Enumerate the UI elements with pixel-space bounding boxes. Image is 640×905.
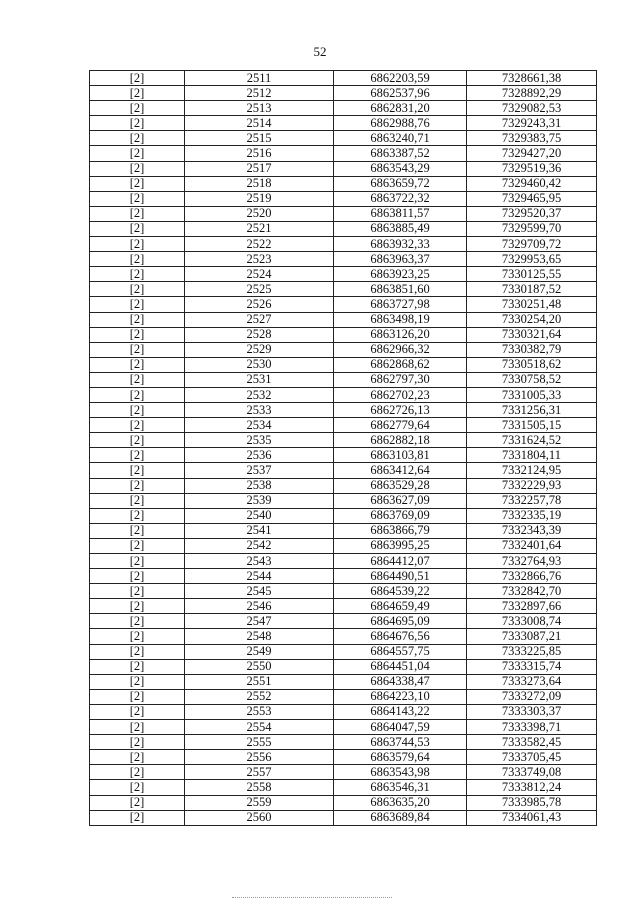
cell-y-coordinate: 7331804,11 <box>467 448 597 463</box>
table-row <box>90 629 597 644</box>
cell-x-coordinate: 6864412,07 <box>334 554 467 569</box>
cell-point-number: 2511 <box>185 71 334 86</box>
cell-reference: [2] <box>90 689 185 704</box>
cell-reference: [2] <box>90 448 185 463</box>
cell-reference: [2] <box>90 569 185 584</box>
cell-reference: [2] <box>90 659 185 674</box>
cell-y-coordinate: 7332257,78 <box>467 493 597 508</box>
table-row <box>90 221 597 236</box>
cell-reference: [2] <box>90 644 185 659</box>
cell-reference: [2] <box>90 523 185 538</box>
cell-y-coordinate: 7332343,39 <box>467 523 597 538</box>
cell-y-coordinate: 7328892,29 <box>467 86 597 101</box>
cell-point-number: 2518 <box>185 176 334 191</box>
cell-y-coordinate: 7330321,64 <box>467 327 597 342</box>
cell-reference: [2] <box>90 131 185 146</box>
cell-x-coordinate: 6863885,49 <box>334 221 467 236</box>
cell-reference: [2] <box>90 674 185 689</box>
cell-y-coordinate: 7333582,45 <box>467 735 597 750</box>
cell-point-number: 2554 <box>185 720 334 735</box>
cell-x-coordinate: 6863932,33 <box>334 237 467 252</box>
table-row <box>90 101 597 116</box>
table-row <box>90 644 597 659</box>
cell-x-coordinate: 6864659,49 <box>334 599 467 614</box>
cell-point-number: 2546 <box>185 599 334 614</box>
cell-point-number: 2547 <box>185 614 334 629</box>
cell-point-number: 2559 <box>185 795 334 810</box>
cell-y-coordinate: 7329709,72 <box>467 237 597 252</box>
table-row <box>90 116 597 131</box>
cell-reference: [2] <box>90 387 185 402</box>
cell-x-coordinate: 6863498,19 <box>334 312 467 327</box>
cell-y-coordinate: 7330518,62 <box>467 357 597 372</box>
cell-point-number: 2523 <box>185 252 334 267</box>
cell-y-coordinate: 7333008,74 <box>467 614 597 629</box>
table-row <box>90 161 597 176</box>
cell-point-number: 2539 <box>185 493 334 508</box>
cell-y-coordinate: 7333087,21 <box>467 629 597 644</box>
table-row <box>90 327 597 342</box>
cell-point-number: 2552 <box>185 689 334 704</box>
cell-y-coordinate: 7329520,37 <box>467 206 597 221</box>
cell-reference: [2] <box>90 357 185 372</box>
cell-x-coordinate: 6862203,59 <box>334 71 467 86</box>
table-row <box>90 659 597 674</box>
cell-reference: [2] <box>90 403 185 418</box>
cell-x-coordinate: 6864338,47 <box>334 674 467 689</box>
table-row <box>90 704 597 719</box>
page-number: 52 <box>313 44 327 59</box>
cell-x-coordinate: 6862868,62 <box>334 357 467 372</box>
cell-point-number: 2532 <box>185 387 334 402</box>
table-row <box>90 237 597 252</box>
cell-point-number: 2525 <box>185 282 334 297</box>
cell-point-number: 2543 <box>185 554 334 569</box>
table-row <box>90 780 597 795</box>
cell-x-coordinate: 6862797,30 <box>334 372 467 387</box>
cell-x-coordinate: 6863851,60 <box>334 282 467 297</box>
cell-point-number: 2537 <box>185 463 334 478</box>
cell-point-number: 2551 <box>185 674 334 689</box>
cell-x-coordinate: 6862702,23 <box>334 387 467 402</box>
cell-x-coordinate: 6862966,32 <box>334 342 467 357</box>
cell-y-coordinate: 7330251,48 <box>467 297 597 312</box>
cell-reference: [2] <box>90 795 185 810</box>
cell-y-coordinate: 7330254,20 <box>467 312 597 327</box>
cell-y-coordinate: 7330125,55 <box>467 267 597 282</box>
table-row <box>90 765 597 780</box>
table-row <box>90 810 597 825</box>
cell-reference: [2] <box>90 372 185 387</box>
cell-x-coordinate: 6863635,20 <box>334 795 467 810</box>
table-row <box>90 86 597 101</box>
table-row <box>90 372 597 387</box>
cell-reference: [2] <box>90 584 185 599</box>
cell-point-number: 2536 <box>185 448 334 463</box>
cell-reference: [2] <box>90 508 185 523</box>
cell-point-number: 2555 <box>185 735 334 750</box>
cell-y-coordinate: 7332764,93 <box>467 554 597 569</box>
cell-point-number: 2513 <box>185 101 334 116</box>
cell-x-coordinate: 6863126,20 <box>334 327 467 342</box>
table-row <box>90 508 597 523</box>
cell-point-number: 2512 <box>185 86 334 101</box>
cell-reference: [2] <box>90 312 185 327</box>
cell-point-number: 2556 <box>185 750 334 765</box>
cell-y-coordinate: 7333749,08 <box>467 765 597 780</box>
table-row <box>90 750 597 765</box>
cell-x-coordinate: 6863923,25 <box>334 267 467 282</box>
table-row <box>90 493 597 508</box>
table-row <box>90 342 597 357</box>
cell-x-coordinate: 6863727,98 <box>334 297 467 312</box>
cell-reference: [2] <box>90 191 185 206</box>
cell-reference: [2] <box>90 101 185 116</box>
cell-y-coordinate: 7334061,43 <box>467 810 597 825</box>
cell-point-number: 2538 <box>185 478 334 493</box>
table-row <box>90 131 597 146</box>
table-row <box>90 523 597 538</box>
cell-y-coordinate: 7333812,24 <box>467 780 597 795</box>
cell-x-coordinate: 6862882,18 <box>334 433 467 448</box>
cell-reference: [2] <box>90 206 185 221</box>
table-row <box>90 267 597 282</box>
cell-y-coordinate: 7329082,53 <box>467 101 597 116</box>
cell-reference: [2] <box>90 599 185 614</box>
cell-y-coordinate: 7329465,95 <box>467 191 597 206</box>
table-row <box>90 569 597 584</box>
cell-point-number: 2549 <box>185 644 334 659</box>
cell-point-number: 2520 <box>185 206 334 221</box>
cell-reference: [2] <box>90 267 185 282</box>
table-row <box>90 554 597 569</box>
cell-reference: [2] <box>90 810 185 825</box>
table-row <box>90 538 597 553</box>
cell-point-number: 2527 <box>185 312 334 327</box>
cell-x-coordinate: 6863866,79 <box>334 523 467 538</box>
cell-y-coordinate: 7332897,66 <box>467 599 597 614</box>
table-row <box>90 418 597 433</box>
cell-x-coordinate: 6863579,64 <box>334 750 467 765</box>
cell-y-coordinate: 7332842,70 <box>467 584 597 599</box>
cell-point-number: 2542 <box>185 538 334 553</box>
cell-y-coordinate: 7332401,64 <box>467 538 597 553</box>
cell-y-coordinate: 7331005,33 <box>467 387 597 402</box>
cell-point-number: 2529 <box>185 342 334 357</box>
table-row <box>90 297 597 312</box>
cell-reference: [2] <box>90 146 185 161</box>
cell-reference: [2] <box>90 735 185 750</box>
table-row <box>90 206 597 221</box>
cell-point-number: 2534 <box>185 418 334 433</box>
cell-reference: [2] <box>90 282 185 297</box>
cell-reference: [2] <box>90 704 185 719</box>
cell-y-coordinate: 7329519,36 <box>467 161 597 176</box>
cell-y-coordinate: 7333985,78 <box>467 795 597 810</box>
table-row <box>90 433 597 448</box>
table-row <box>90 599 597 614</box>
table-row <box>90 312 597 327</box>
cell-y-coordinate: 7333705,45 <box>467 750 597 765</box>
cell-x-coordinate: 6864047,59 <box>334 720 467 735</box>
cell-reference: [2] <box>90 629 185 644</box>
cell-point-number: 2541 <box>185 523 334 538</box>
cell-reference: [2] <box>90 765 185 780</box>
cell-reference: [2] <box>90 221 185 236</box>
cell-x-coordinate: 6863995,25 <box>334 538 467 553</box>
cell-point-number: 2533 <box>185 403 334 418</box>
cell-point-number: 2550 <box>185 659 334 674</box>
cell-x-coordinate: 6863543,98 <box>334 765 467 780</box>
table-row <box>90 357 597 372</box>
cell-x-coordinate: 6863103,81 <box>334 448 467 463</box>
cell-y-coordinate: 7329953,65 <box>467 252 597 267</box>
cell-reference: [2] <box>90 327 185 342</box>
table-row <box>90 674 597 689</box>
cell-y-coordinate: 7329427,20 <box>467 146 597 161</box>
cell-x-coordinate: 6862831,20 <box>334 101 467 116</box>
cell-point-number: 2540 <box>185 508 334 523</box>
table-row <box>90 387 597 402</box>
cell-reference: [2] <box>90 176 185 191</box>
cell-reference: [2] <box>90 720 185 735</box>
cell-y-coordinate: 7331505,15 <box>467 418 597 433</box>
table-row <box>90 176 597 191</box>
cell-x-coordinate: 6864143,22 <box>334 704 467 719</box>
cell-x-coordinate: 6864695,09 <box>334 614 467 629</box>
cell-y-coordinate: 7333398,71 <box>467 720 597 735</box>
table-row <box>90 478 597 493</box>
cell-x-coordinate: 6864539,22 <box>334 584 467 599</box>
cell-point-number: 2515 <box>185 131 334 146</box>
cell-reference: [2] <box>90 86 185 101</box>
cell-y-coordinate: 7330758,52 <box>467 372 597 387</box>
cell-x-coordinate: 6863240,71 <box>334 131 467 146</box>
cell-x-coordinate: 6863543,29 <box>334 161 467 176</box>
cell-x-coordinate: 6863963,37 <box>334 252 467 267</box>
cell-point-number: 2553 <box>185 704 334 719</box>
cell-reference: [2] <box>90 252 185 267</box>
cell-x-coordinate: 6863412,64 <box>334 463 467 478</box>
table-row <box>90 403 597 418</box>
table-row <box>90 720 597 735</box>
table-row <box>90 795 597 810</box>
cell-y-coordinate: 7333273,64 <box>467 674 597 689</box>
cell-point-number: 2519 <box>185 191 334 206</box>
cell-x-coordinate: 6862988,76 <box>334 116 467 131</box>
cell-reference: [2] <box>90 554 185 569</box>
table-row <box>90 614 597 629</box>
cell-x-coordinate: 6864223,10 <box>334 689 467 704</box>
cell-point-number: 2557 <box>185 765 334 780</box>
cell-reference: [2] <box>90 614 185 629</box>
cell-point-number: 2535 <box>185 433 334 448</box>
cell-reference: [2] <box>90 342 185 357</box>
cell-point-number: 2545 <box>185 584 334 599</box>
cell-y-coordinate: 7329599,70 <box>467 221 597 236</box>
table-row <box>90 191 597 206</box>
cell-x-coordinate: 6864490,51 <box>334 569 467 584</box>
cell-x-coordinate: 6863689,84 <box>334 810 467 825</box>
cell-x-coordinate: 6863627,09 <box>334 493 467 508</box>
cell-y-coordinate: 7333225,85 <box>467 644 597 659</box>
cell-x-coordinate: 6863744,53 <box>334 735 467 750</box>
cell-point-number: 2528 <box>185 327 334 342</box>
cell-reference: [2] <box>90 750 185 765</box>
cell-point-number: 2531 <box>185 372 334 387</box>
cell-x-coordinate: 6862537,96 <box>334 86 467 101</box>
cell-reference: [2] <box>90 493 185 508</box>
cell-reference: [2] <box>90 463 185 478</box>
table-row <box>90 584 597 599</box>
cell-x-coordinate: 6864451,04 <box>334 659 467 674</box>
coordinates-table <box>89 70 597 826</box>
cell-y-coordinate: 7329243,31 <box>467 116 597 131</box>
cell-y-coordinate: 7329460,42 <box>467 176 597 191</box>
table-row <box>90 71 597 86</box>
table-row <box>90 252 597 267</box>
cell-point-number: 2548 <box>185 629 334 644</box>
cell-x-coordinate: 6863659,72 <box>334 176 467 191</box>
table-row <box>90 282 597 297</box>
cell-x-coordinate: 6863722,32 <box>334 191 467 206</box>
cell-point-number: 2514 <box>185 116 334 131</box>
cell-reference: [2] <box>90 297 185 312</box>
cell-y-coordinate: 7332866,76 <box>467 569 597 584</box>
cell-reference: [2] <box>90 780 185 795</box>
cell-point-number: 2524 <box>185 267 334 282</box>
cell-x-coordinate: 6863387,52 <box>334 146 467 161</box>
cell-point-number: 2517 <box>185 161 334 176</box>
cell-y-coordinate: 7333303,37 <box>467 704 597 719</box>
cell-x-coordinate: 6864557,75 <box>334 644 467 659</box>
cell-x-coordinate: 6864676,56 <box>334 629 467 644</box>
cell-point-number: 2544 <box>185 569 334 584</box>
cell-point-number: 2558 <box>185 780 334 795</box>
cell-point-number: 2521 <box>185 221 334 236</box>
cell-reference: [2] <box>90 116 185 131</box>
cell-y-coordinate: 7330382,79 <box>467 342 597 357</box>
cell-x-coordinate: 6862779,64 <box>334 418 467 433</box>
cell-y-coordinate: 7330187,52 <box>467 282 597 297</box>
cell-x-coordinate: 6863811,57 <box>334 206 467 221</box>
bottom-edge-mark <box>232 897 392 898</box>
table-row <box>90 146 597 161</box>
cell-reference: [2] <box>90 433 185 448</box>
cell-x-coordinate: 6863769,09 <box>334 508 467 523</box>
cell-y-coordinate: 7332124,95 <box>467 463 597 478</box>
table-row <box>90 463 597 478</box>
cell-y-coordinate: 7333315,74 <box>467 659 597 674</box>
cell-x-coordinate: 6863529,28 <box>334 478 467 493</box>
cell-reference: [2] <box>90 237 185 252</box>
cell-point-number: 2530 <box>185 357 334 372</box>
cell-y-coordinate: 7329383,75 <box>467 131 597 146</box>
cell-y-coordinate: 7333272,09 <box>467 689 597 704</box>
cell-reference: [2] <box>90 538 185 553</box>
cell-x-coordinate: 6863546,31 <box>334 780 467 795</box>
cell-point-number: 2560 <box>185 810 334 825</box>
cell-point-number: 2526 <box>185 297 334 312</box>
cell-reference: [2] <box>90 161 185 176</box>
cell-y-coordinate: 7328661,38 <box>467 71 597 86</box>
cell-y-coordinate: 7331624,52 <box>467 433 597 448</box>
cell-y-coordinate: 7332335,19 <box>467 508 597 523</box>
cell-y-coordinate: 7331256,31 <box>467 403 597 418</box>
cell-reference: [2] <box>90 478 185 493</box>
cell-reference: [2] <box>90 71 185 86</box>
table-row <box>90 448 597 463</box>
cell-point-number: 2522 <box>185 237 334 252</box>
coordinates-table-body <box>90 71 597 826</box>
cell-y-coordinate: 7332229,93 <box>467 478 597 493</box>
cell-x-coordinate: 6862726,13 <box>334 403 467 418</box>
cell-reference: [2] <box>90 418 185 433</box>
table-row <box>90 735 597 750</box>
table-row <box>90 689 597 704</box>
cell-point-number: 2516 <box>185 146 334 161</box>
